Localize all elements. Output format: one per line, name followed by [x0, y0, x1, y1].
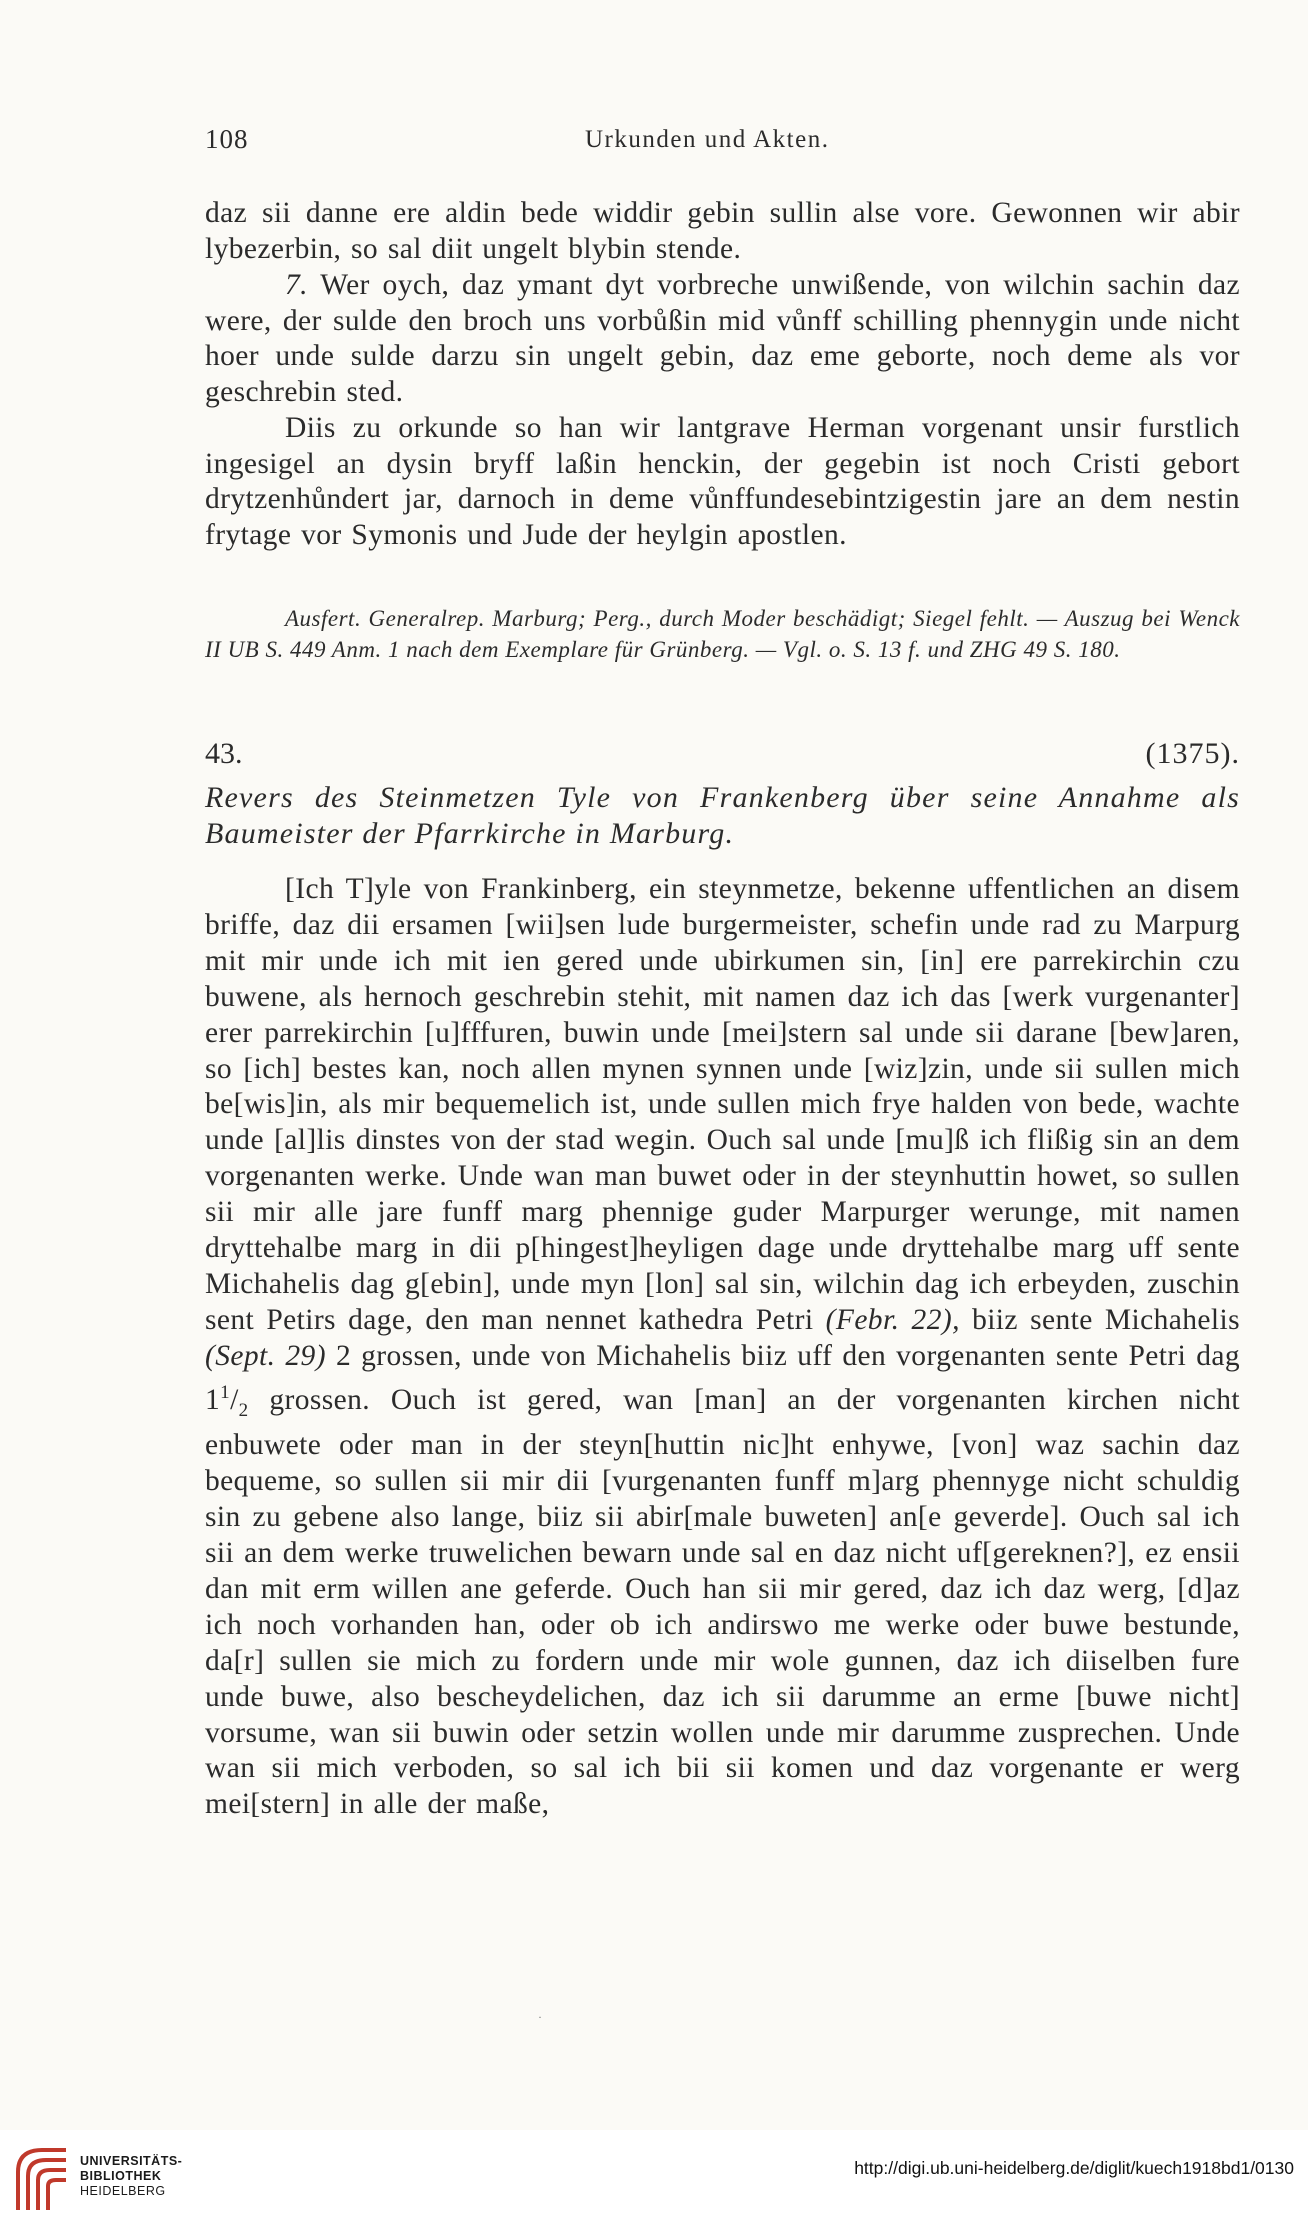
- document-text-part-2: biiz sente Michahelis: [972, 1303, 1240, 1336]
- document-number: 43.: [205, 737, 243, 770]
- fraction-denominator: 2: [238, 1399, 249, 1421]
- source-note: Ausfert. Generalrep. Marburg; Perg., durch Moder beschädigt; Siegel fehlt. — Auszug bei Wenck II UB S. 449 Anm. 1 nach dem Exemplare für Grünberg. — Vgl. o. S. 13 f. und ZHG 49 S. 180.: [205, 606, 1240, 662]
- document-text: [205, 872, 1240, 1823]
- library-name-line-1: UNIVERSITÄTS-: [80, 2154, 183, 2168]
- fraction-numerator: 1: [220, 1381, 231, 1403]
- fraction-whole: 1: [205, 1383, 221, 1416]
- paragraph-continuation: daz sii danne ere aldin bede widdir gebin sullin alse vore. Gewonnen wir abir lybezerbin, so sal diit ungelt blybin stende.: [205, 197, 1240, 265]
- small-dot-mark: ·: [538, 2010, 542, 2024]
- source-url-link[interactable]: http://digi.ub.uni-heidelberg.de/diglit/kuech1918bd1/0130: [854, 2158, 1294, 2178]
- fraction: $1^1/_2$: [205, 1381, 249, 1421]
- library-name-line-2: BIBLIOTHEK: [80, 2169, 162, 2183]
- document-text-part-4: grossen. Ouch ist gered, wan [man] an der vorgenanten kirchen nicht enbuwete oder man in der steyn[huttin nic]ht enhywe, [von] waz sachin daz bequeme, so sullen sii mir dii [vurgenanten funff m]arg phennyge nicht schuldig sin zu gebene also lange, biiz sii abir[male buweten] an[e geverde]. Ouch sal ich sii an dem werke truwelichen bewarn unde sal en daz nicht uf[gereknen?], ez ensii dan mit erm willen ane geferde. Ouch han sii mir gered, daz ich daz werg, [d]az ich noch vorhanden han, oder ob ich andirswo me werke oder buwe bestunde, da[r] sullen sie mich zu fordern unde mir wole gunnen, daz ich diiselben fure unde buwe, also bescheydelichen, daz ich sii darumme an erme [buwe nicht] vorsume, wan sii buwin oder setzin wollen unde mir darumme zusprechen. Unde wan sii mich verboden, so sal ich bii sii komen und daz vorgenante er werg mei[stern] in alle der maße,: [205, 1383, 1241, 1821]
- article-7-text: Wer oych, daz ymant dyt vorbreche unwißende, von wilchin sachin daz were, der sulde den broch uns vorbůßin mid vůnff schilling phennygin unde nicht hoer unde sulde darzu sin ungelt gebin, daz eme geborte, noch deme als vor geschrebin sted.: [205, 269, 1240, 408]
- date-reference-feb: (Febr. 22),: [825, 1303, 960, 1336]
- date-reference-sept: (Sept. 29): [205, 1339, 326, 1372]
- digitization-footer: [0, 2130, 1308, 2225]
- running-title: Urkunden und Akten.: [585, 126, 830, 153]
- document-text-part-1: [Ich T]yle von Frankinberg, ein steynmetze, bekenne uffentlichen an disem briffe, daz dii ersamen [wii]sen lude burgermeister, schefin unde rad zu Marpurg mit mir unde ich mit ien gered unde ubirkumen sin, [in] ere parrekirchin czu buwene, als hernoch geschrebin stehit, mit namen daz ich das [werk vurgenanter] erer parrekirchin [u]fffuren, buwin unde [mei]stern sal unde sii darane [bew]aren, so [ich] bestes kan, noch allen mynen synnen unde [wiz]zin, unde sii sullen mich be[wis]in, als mir bequemelich ist, unde sullen mich frye halden von bede, wachte unde [al]lis dinstes von der stad wegin. Ouch sal unde [mu]ß ich flißig sin an dem vorgenanten werke. Unde wan man buwet oder in der steynhuttin howet, so sullen sii mir alle jare funff marg phennige guder Marpurger werunge, mit namen dryttehalbe marg in dii p[hingest]heyligen dage unde dryttehalbe marg uff sente Michahelis dag g[ebin], unde myn [lon] sal sin, wilchin dag ich erbeyden, zuschin sent Petirs dage, den man nennet kathedra Petri: [205, 873, 1240, 1336]
- library-name-line-3: HEIDELBERG: [80, 2184, 166, 2198]
- running-header: [205, 124, 1205, 164]
- library-logo-icon: [12, 2144, 72, 2214]
- paragraph-sealing-clause: Diis zu orkunde so han wir lantgrave Herman vorgenant unsir furstlich ingesigel an dysin bryff laßin henckin, der gegebin ist noch Cristi gebort drytzenhůndert jar, darnoch in deme vůnffundesebintzigestin jare an dem nestin frytage vor Symonis und Jude der heylgin apostlen.: [205, 412, 1240, 551]
- document-date: (1375).: [1145, 737, 1240, 770]
- article-number: 7.: [285, 269, 308, 301]
- document-text-part-3: 2 grossen, unde von Michahelis biiz uff den vorgenanten sente Petri dag: [335, 1339, 1240, 1372]
- page-number: 108: [205, 124, 249, 154]
- library-name: [80, 2154, 182, 2199]
- paragraph-article-7: [205, 268, 1240, 410]
- document-title: Revers des Steinmetzen Tyle von Frankenberg über seine Annahme als Baumeister der Pfarrkirche in Marburg.: [205, 781, 1240, 850]
